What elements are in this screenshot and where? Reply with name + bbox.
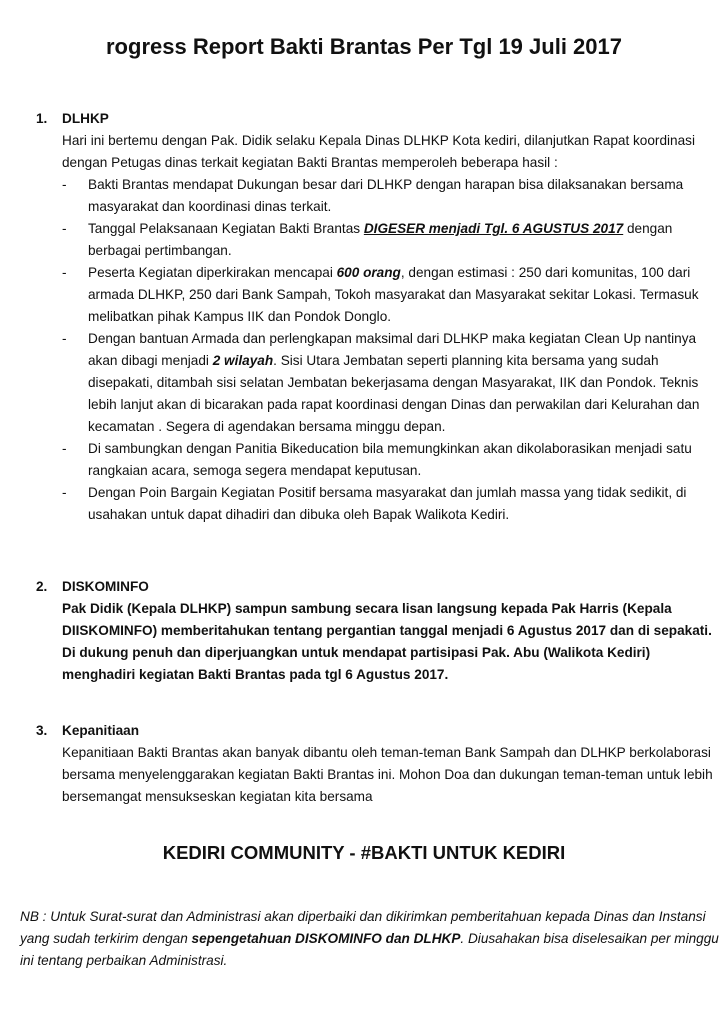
emphasis-participants: 600 orang [336,265,401,280]
dash-marker: - [62,485,67,500]
section-title: DISKOMINFO [62,579,149,594]
emphasis-date: DIGESER menjadi Tgl. 6 AGUSTUS 2017 [363,221,624,236]
list-item [36,438,718,482]
item-text: Peserta Kegiatan diperkirakan mencapai [88,265,337,280]
bullet-list [36,174,718,526]
nb-note [20,906,720,972]
section-heading [36,108,718,130]
dash-marker: - [62,441,67,456]
item-text: Di sambungkan dengan Panitia Bikeducation bila memungkinkan akan dikolaborasikan menjadi satu rangkaian acara, semoga segera mendapat keputusan. [88,441,692,478]
item-text: , dengan estimasi : 250 dari komunitas, 100 dari armada DLHKP, 250 dari Bank Sampah, Tokoh masyarakat dan Masyarakat sekitar Lokasi. Termasuk melibatkan pihak Kampus IIK dan Pondok Donglo. [88,265,699,324]
list-item [36,174,718,218]
section-intro: Hari ini bertemu dengan Pak. Didik selaku Kepala Dinas DLHKP Kota kediri, dilanjutkan Rapat koordinasi dengan Petugas dinas terkait kegiatan Bakti Brantas memperoleh beberapa hasil : [62,133,695,170]
page-title: rogress Report Bakti Brantas Per Tgl 19 Juli 2017 [106,34,622,59]
section-kepanitiaan [36,720,718,808]
section-title: DLHKP [62,111,109,126]
list-item [36,262,718,328]
section-body: Pak Didik (Kepala DLHKP) sampun sambung secara lisan langsung kepada Pak Harris (Kepala DIISKOMINFO) memberitahukan tentang pergantian tanggal menjadi 6 Agustus 2017 dan di sepakati. Di dukung penuh dan diperjuangkan untuk mendapat partisipasi Pak. Abu (Walikota Kediri) menghadiri kegiatan Bakti Brantas pada tgl 6 Agustus 2017. [62,601,712,682]
section-number: 1. [36,111,48,126]
item-text: Dengan bantuan Armada dan perlengkapan maksimal dari DLHKP maka kegiatan Clean Up nantinya akan dibagi menjadi [88,331,697,368]
list-item [36,482,718,526]
item-text: Bakti Brantas mendapat Dukungan besar dari DLHKP dengan harapan bisa dilaksanakan bersama masyarakat dan koordinasi dinas terkait. [88,177,684,214]
section-body: Kepanitiaan Bakti Brantas akan banyak dibantu oleh teman-teman Bank Sampah dan DLHKP berkolaborasi bersama menyelenggarakan kegiatan Bakti Brantas ini. Mohon Doa dan dukungan teman-teman untuk lebih bersemangat mensukseskan kegiatan kita bersama [62,745,713,804]
section-heading [36,720,718,742]
dash-marker: - [62,265,67,280]
item-text: Tanggal Pelaksanaan Kegiatan Bakti Brantas [88,221,364,236]
emphasis-areas: 2 wilayah [212,353,274,368]
section-number: 3. [36,723,48,738]
section-heading [36,576,718,598]
nb-emphasis: sepengetahuan DISKOMINFO dan DLHKP [191,931,461,946]
item-text: Dengan Poin Bargain Kegiatan Positif bersama masyarakat dan jumlah massa yang tidak sedikit, di usahakan untuk dapat dihadiri dan dibuka oleh Bapak Walikota Kediri. [88,485,687,522]
section-title: Kepanitiaan [62,723,140,738]
item-text: dengan berbagai pertimbangan. [88,221,673,258]
list-item [36,328,718,438]
dash-marker: - [62,221,67,236]
section-dlhkp [36,108,718,526]
item-text: . Sisi Utara Jembatan seperti planning kita bersama yang sudah disepakati, ditambah sisi selatan Jembatan bekerjasama dengan Masyarakat, IIK dan Pondok. Teknis lebih lanjut akan di bicarakan pada rapat koordinasi dengan Dinas dan perwakilan dari Kelurahan dan kecamatan . Segera di agendakan bersama minggu depan. [88,353,700,434]
dash-marker: - [62,177,67,192]
nb-text: . Diusahakan bisa diselesaikan per minggu ini tentang perbaikan Administrasi. [20,931,719,968]
nb-text: NB : Untuk Surat-surat dan Administrasi akan diperbaiki dan dikirimkan pemberitahuan kepada Dinas dan Instansi yang sudah terkirim dengan [20,909,706,946]
section-diskominfo [36,576,718,686]
list-item [36,218,718,262]
section-number: 2. [36,579,48,594]
community-banner: KEDIRI COMMUNITY - #BAKTI UNTUK KEDIRI [162,842,566,863]
dash-marker: - [62,331,67,346]
